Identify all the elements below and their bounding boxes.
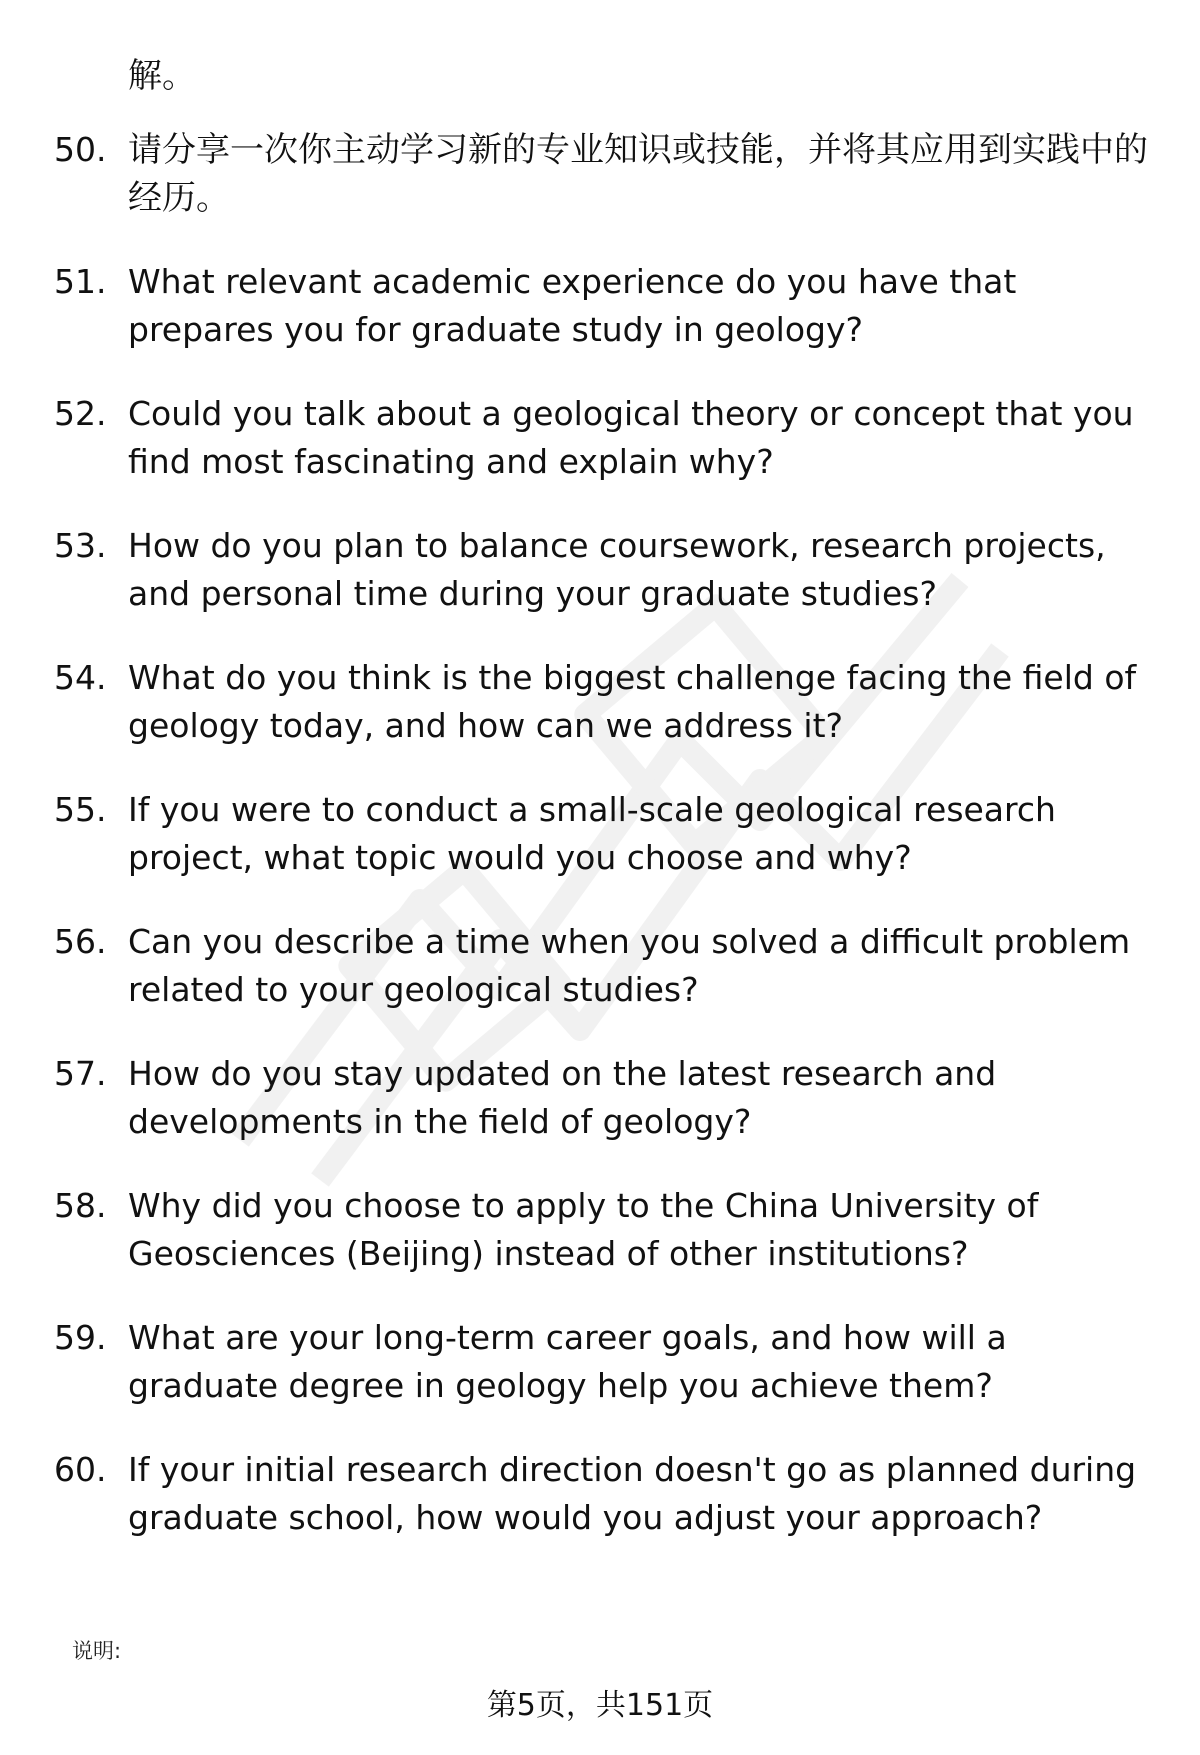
question-number: 53. [54, 526, 107, 565]
list-item [0, 654, 1200, 750]
page-footer: 第5页，共151页 [486, 1688, 714, 1723]
question-number: 55. [54, 790, 107, 829]
list-item [0, 1314, 1200, 1410]
question-text: 请分享一次你主动学习新的专业知识或技能，并将其应用到实践中的经历。 [128, 130, 1148, 218]
question-text: How do you plan to balance coursework, research projects, and personal time during your graduate studies? [128, 526, 1106, 613]
question-text: What relevant academic experience do you have that prepares you for graduate study in geology? [128, 262, 1017, 349]
list-item [0, 126, 1200, 222]
question-text: What do you think is the biggest challenge facing the field of geology today, and how can we address it? [128, 658, 1137, 745]
question-number: 51. [54, 262, 107, 301]
list-item [0, 1050, 1200, 1146]
question-number: 54. [54, 658, 107, 697]
list-item [0, 1182, 1200, 1278]
list-item [0, 258, 1200, 354]
note-label: 说明: [72, 1639, 122, 1663]
list-item [0, 786, 1200, 882]
question-text: Why did you choose to apply to the China University of Geosciences (Beijing) instead of other institutions? [128, 1186, 1039, 1273]
question-text: If your initial research direction doesn't go as planned during graduate school, how would you adjust your approach? [128, 1450, 1137, 1537]
question-list [0, 52, 1200, 1578]
list-item [0, 522, 1200, 618]
question-number: 59. [54, 1318, 107, 1357]
question-text: Could you talk about a geological theory or concept that you find most fascinating and explain why? [128, 394, 1134, 481]
list-item [0, 52, 1200, 100]
continuation-text: 解。 [128, 56, 196, 96]
list-item [0, 390, 1200, 486]
question-text: How do you stay updated on the latest research and developments in the field of geology? [128, 1054, 997, 1141]
question-text: If you were to conduct a small-scale geological research project, what topic would you choose and why? [128, 790, 1056, 877]
question-number: 58. [54, 1186, 107, 1225]
list-item [0, 1446, 1200, 1542]
list-item [0, 918, 1200, 1014]
question-text: What are your long-term career goals, and how will a graduate degree in geology help you achieve them? [128, 1318, 1007, 1405]
question-number: 60. [54, 1450, 107, 1489]
question-number: 56. [54, 922, 107, 961]
question-number: 50. [54, 130, 107, 169]
question-text: Can you describe a time when you solved a difficult problem related to your geological studies? [128, 922, 1131, 1009]
question-number: 52. [54, 394, 107, 433]
question-number: 57. [54, 1054, 107, 1093]
